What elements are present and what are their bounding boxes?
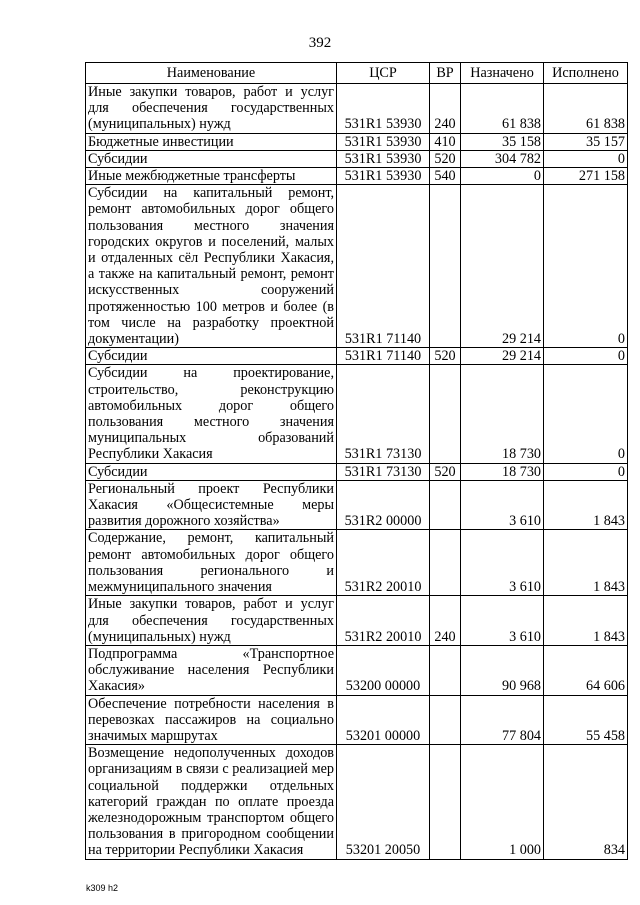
row-csr-cell: 53201 00000 — [337, 695, 430, 745]
table-row — [86, 480, 628, 530]
row-csr-cell: 53201 20050 — [337, 745, 430, 859]
row-name-cell: Региональный проект Республики Хакасия «Общесистемные меры развития дорожного хозяйства» — [86, 480, 337, 530]
row-assigned-cell: 18 730 — [461, 365, 544, 463]
table-row — [86, 365, 628, 463]
row-executed-cell: 0 — [544, 463, 628, 480]
header-vr: ВР — [430, 63, 461, 84]
row-assigned-cell: 3 610 — [461, 480, 544, 530]
table-row — [86, 695, 628, 745]
row-vr-cell: 410 — [430, 133, 461, 150]
row-csr-cell: 531R2 20010 — [337, 596, 430, 646]
row-executed-cell: 0 — [544, 365, 628, 463]
row-executed-cell: 55 458 — [544, 695, 628, 745]
row-vr-cell: 240 — [430, 596, 461, 646]
row-name-cell: Возмещение недополученных доходов организациям в связи с реализацией мер социальной поддержки отдельных категорий граждан по оплате проезда железнодорожным транспортом общего пользования в пригородном сообщении на территории Республики Хакасия — [86, 745, 337, 859]
row-csr-cell: 531R2 20010 — [337, 530, 430, 596]
row-name-cell: Иные закупки товаров, работ и услуг для обеспечения государственных (муниципальных) нужд — [86, 84, 337, 134]
row-executed-cell: 64 606 — [544, 645, 628, 695]
row-executed-cell: 271 158 — [544, 168, 628, 185]
row-name-cell: Субсидии — [86, 150, 337, 167]
table-row — [86, 348, 628, 365]
budget-table-container — [85, 62, 628, 860]
row-assigned-cell: 304 782 — [461, 150, 544, 167]
row-vr-cell — [430, 185, 461, 348]
table-row — [86, 133, 628, 150]
row-assigned-cell: 61 838 — [461, 84, 544, 134]
row-vr-cell: 540 — [430, 168, 461, 185]
row-assigned-cell: 35 158 — [461, 133, 544, 150]
row-csr-cell: 531R1 53930 — [337, 133, 430, 150]
row-executed-cell: 1 843 — [544, 530, 628, 596]
table-row — [86, 84, 628, 134]
header-csr: ЦСР — [337, 63, 430, 84]
row-name-cell: Иные закупки товаров, работ и услуг для обеспечения государственных (муниципальных) нужд — [86, 596, 337, 646]
row-vr-cell — [430, 645, 461, 695]
row-name-cell: Субсидии на капитальный ремонт, ремонт автомобильных дорог общего пользования местного значения городских округов и поселений, малых и отдаленных сёл Республики Хакасия, а также на капитальный ремонт, ремонт искусственных сооружений протяженностью 100 метров и более (в том числе на разработку проектной документации) — [86, 185, 337, 348]
row-executed-cell: 61 838 — [544, 84, 628, 134]
row-vr-cell: 520 — [430, 463, 461, 480]
row-assigned-cell: 1 000 — [461, 745, 544, 859]
row-csr-cell: 531R1 73130 — [337, 365, 430, 463]
table-row — [86, 185, 628, 348]
row-csr-cell: 531R1 53930 — [337, 84, 430, 134]
row-vr-cell — [430, 745, 461, 859]
row-name-cell: Подпрограмма «Транспортное обслуживание населения Республики Хакасия» — [86, 645, 337, 695]
row-assigned-cell: 29 214 — [461, 348, 544, 365]
page-number: 392 — [308, 35, 332, 51]
row-csr-cell: 531R1 71140 — [337, 348, 430, 365]
row-vr-cell: 520 — [430, 348, 461, 365]
row-assigned-cell: 90 968 — [461, 645, 544, 695]
row-csr-cell: 531R2 00000 — [337, 480, 430, 530]
row-vr-cell — [430, 365, 461, 463]
row-csr-cell: 53200 00000 — [337, 645, 430, 695]
row-name-cell: Иные межбюджетные трансферты — [86, 168, 337, 185]
row-vr-cell: 240 — [430, 84, 461, 134]
row-executed-cell: 0 — [544, 348, 628, 365]
row-csr-cell: 531R1 71140 — [337, 185, 430, 348]
table-row — [86, 645, 628, 695]
row-csr-cell: 531R1 73130 — [337, 463, 430, 480]
row-name-cell: Субсидии — [86, 463, 337, 480]
table-row — [86, 745, 628, 859]
row-vr-cell — [430, 530, 461, 596]
row-assigned-cell: 3 610 — [461, 596, 544, 646]
row-vr-cell — [430, 480, 461, 530]
row-assigned-cell: 0 — [461, 168, 544, 185]
table-row — [86, 463, 628, 480]
row-assigned-cell: 18 730 — [461, 463, 544, 480]
row-csr-cell: 531R1 53930 — [337, 150, 430, 167]
row-name-cell: Бюджетные инвестиции — [86, 133, 337, 150]
budget-table — [85, 62, 628, 860]
table-header-row — [86, 63, 628, 84]
row-name-cell: Содержание, ремонт, капитальный ремонт автомобильных дорог общего пользования регионального и межмуниципального значения — [86, 530, 337, 596]
table-body — [86, 84, 628, 860]
row-executed-cell: 1 843 — [544, 596, 628, 646]
row-executed-cell: 35 157 — [544, 133, 628, 150]
row-assigned-cell: 3 610 — [461, 530, 544, 596]
row-name-cell: Субсидии на проектирование, строительство, реконструкцию автомобильных дорог общего пользования местного значения муниципальных образований Республики Хакасия — [86, 365, 337, 463]
row-executed-cell: 0 — [544, 185, 628, 348]
table-row — [86, 596, 628, 646]
header-executed: Исполнено — [544, 63, 628, 84]
row-executed-cell: 0 — [544, 150, 628, 167]
row-name-cell: Субсидии — [86, 348, 337, 365]
row-vr-cell: 520 — [430, 150, 461, 167]
row-assigned-cell: 77 804 — [461, 695, 544, 745]
row-vr-cell — [430, 695, 461, 745]
row-assigned-cell: 29 214 — [461, 185, 544, 348]
table-row — [86, 530, 628, 596]
row-csr-cell: 531R1 53930 — [337, 168, 430, 185]
row-name-cell: Обеспечение потребности населения в перевозках пассажиров на социально значимых маршрутах — [86, 695, 337, 745]
header-assigned: Назначено — [461, 63, 544, 84]
table-row — [86, 150, 628, 167]
row-executed-cell: 834 — [544, 745, 628, 859]
row-executed-cell: 1 843 — [544, 480, 628, 530]
table-row — [86, 168, 628, 185]
header-name: Наименование — [86, 63, 337, 84]
footer-code: k309 h2 — [86, 883, 119, 893]
